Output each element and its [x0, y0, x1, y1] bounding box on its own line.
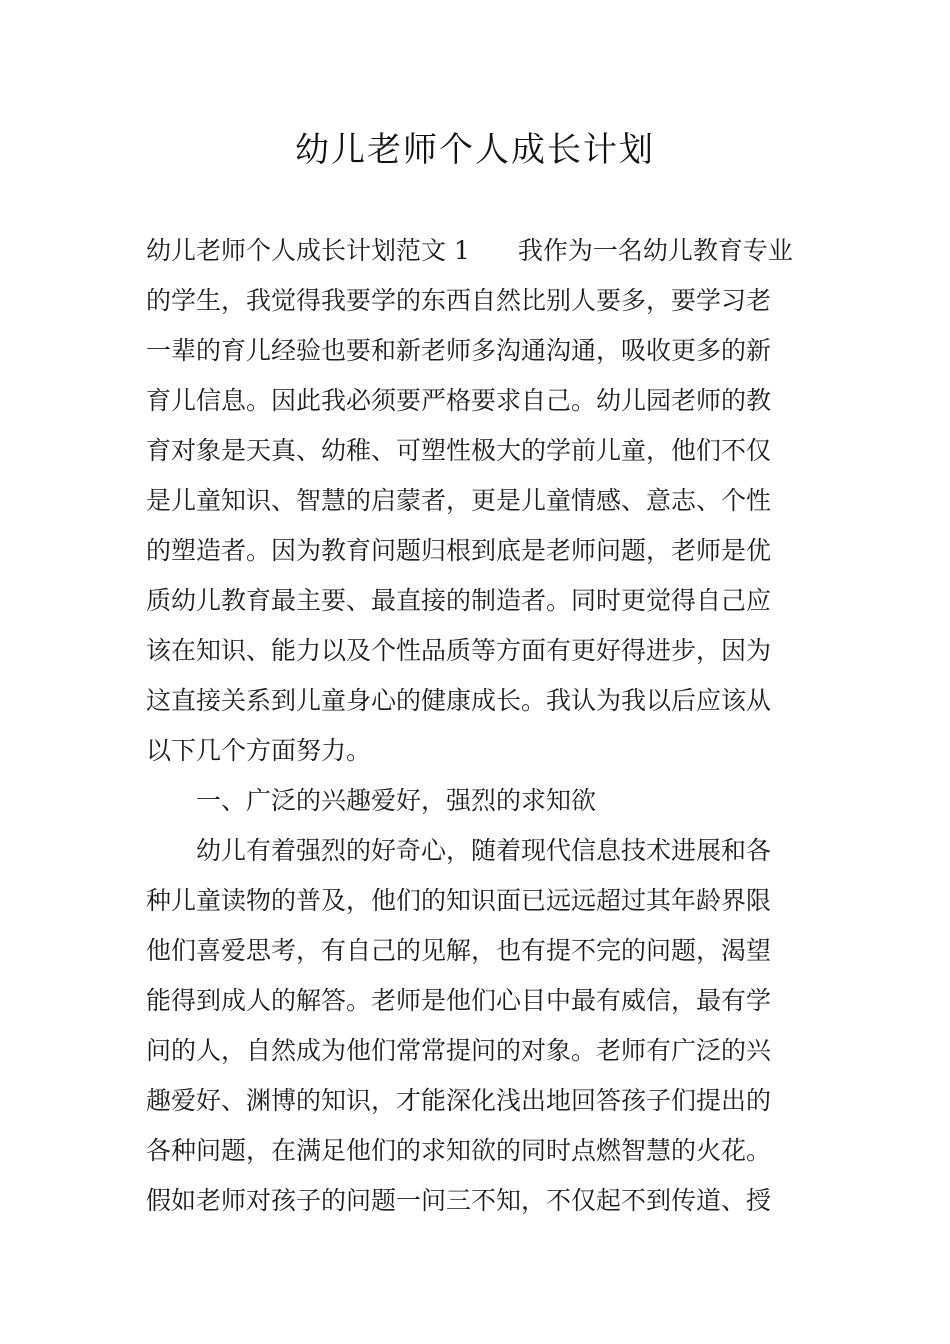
text-line: 的塑造者。因为教育问题归根到底是老师问题，老师是优	[146, 536, 772, 565]
text-line-content: 我作为一名幼儿教育专业	[517, 236, 793, 265]
intro-label: 幼儿老师个人成长计划范文 1	[146, 236, 470, 265]
text-line: 趣爱好、渊博的知识，才能深化浅出地回答孩子们提出的	[146, 1086, 772, 1115]
text-line: 假如老师对孩子的问题一问三不知，不仅起不到传道、授	[146, 1186, 772, 1215]
text-line: 该在知识、能力以及个性品质等方面有更好得进步，因为	[146, 636, 772, 665]
text-line: 是儿童知识、智慧的启蒙者，更是儿童情感、意志、个性	[146, 486, 772, 515]
text-line: 育对象是天真、幼稚、可塑性极大的学前儿童，他们不仅	[146, 436, 772, 465]
text-line: 这直接关系到儿童身心的健康成长。我认为我以后应该从	[146, 686, 772, 715]
document-title: 幼儿老师个人成长计划	[295, 130, 655, 170]
text-line: 育儿信息。因此我必须要严格要求自己。幼儿园老师的教	[146, 386, 772, 415]
text-line: 幼儿有着强烈的好奇心，随着现代信息技术进展和各	[196, 836, 772, 865]
text-line: 的学生，我觉得我要学的东西自然比别人要多，要学习老	[146, 286, 772, 315]
text-line: 质幼儿教育最主要、最直接的制造者。同时更觉得自己应	[146, 586, 772, 615]
text-line: 各种问题，在满足他们的求知欲的同时点燃智慧的火花。	[146, 1136, 772, 1165]
text-line: 能得到成人的解答。老师是他们心目中最有威信，最有学	[146, 986, 772, 1015]
text-line: 问的人，自然成为他们常常提问的对象。老师有广泛的兴	[146, 1036, 772, 1065]
text-line	[146, 226, 806, 276]
document-body	[146, 226, 806, 1226]
text-line: 种儿童读物的普及，他们的知识面已远远超过其年龄界限	[146, 886, 772, 915]
text-line: 一辈的育儿经验也要和新老师多沟通沟通，吸收更多的新	[146, 336, 772, 365]
text-line: 他们喜爱思考，有自己的见解，也有提不完的问题，渴望	[146, 936, 772, 965]
text-line: 以下几个方面努力。	[146, 736, 372, 765]
section-heading: 一、广泛的兴趣爱好，强烈的求知欲	[196, 786, 597, 815]
